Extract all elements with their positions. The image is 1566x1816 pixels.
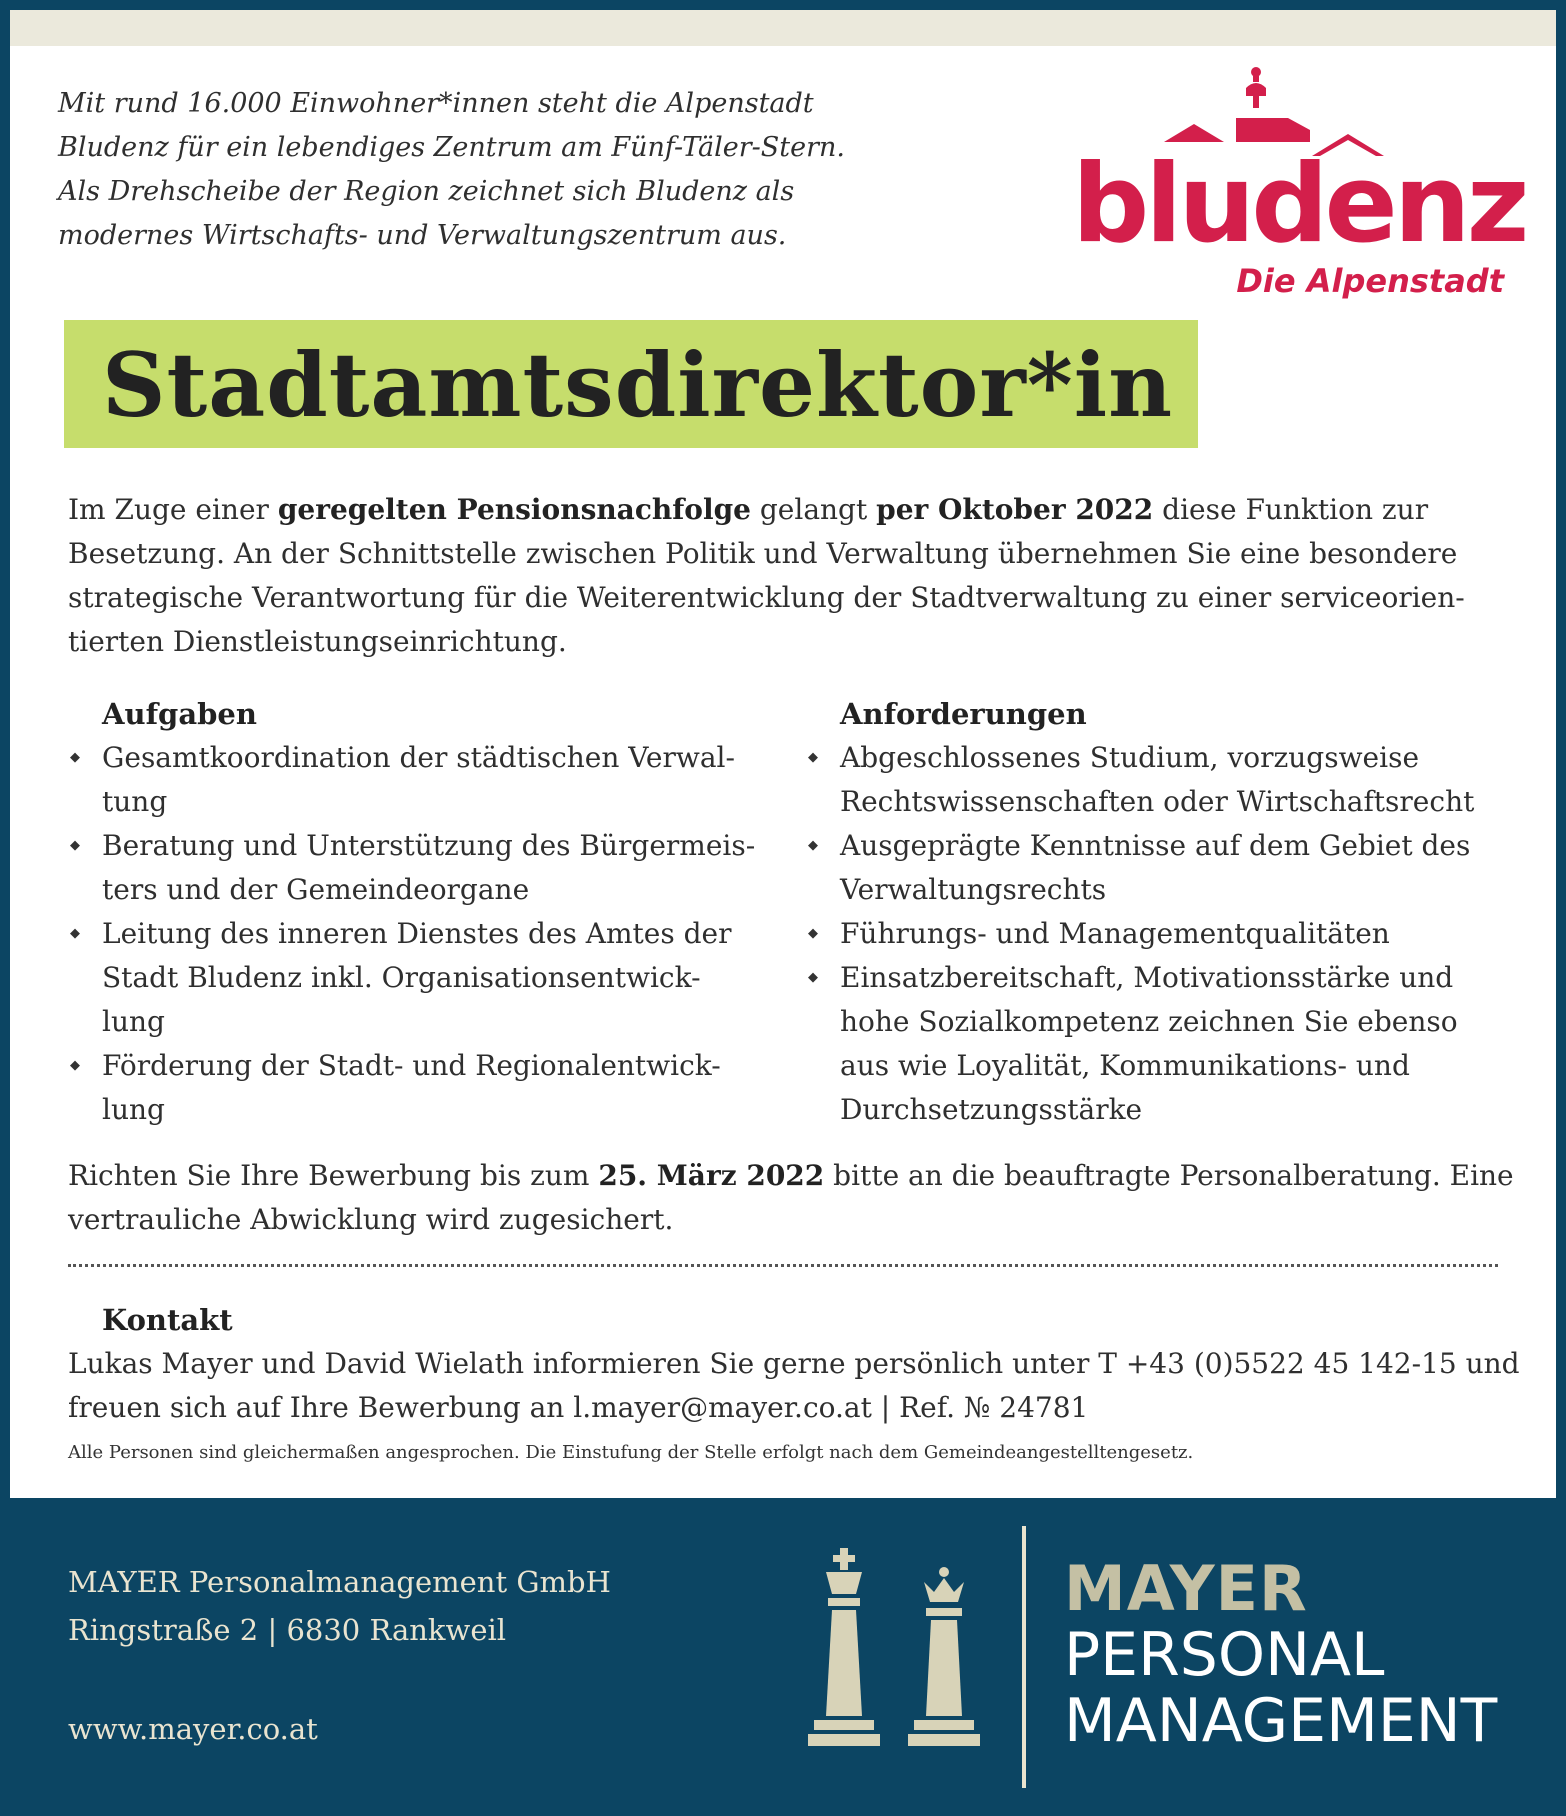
dotted-divider	[68, 1264, 1498, 1267]
company-address: Ringstraße 2 | 6830 Rankweil	[68, 1613, 507, 1647]
contact-line-2: freuen sich auf Ihre Bewerbung an l.mayer@mayer.co.at | Ref. № 24781	[68, 1391, 1089, 1424]
list-item	[806, 912, 1506, 956]
lead-line-4: tierten Dienstleistungseinrichtung.	[68, 625, 567, 658]
lead-line-1	[68, 488, 1508, 532]
list-item-line: ◆ Leitung des inneren Dienstes des Amtes der	[102, 917, 732, 950]
intro-line: Mit rund 16.000 Einwohner*innen steht die Alpenstadt	[58, 88, 814, 119]
apply-text: Richten Sie Ihre Bewerbung bis zum	[68, 1159, 599, 1192]
intro-line: modernes Wirtschafts- und Verwaltungszentrum aus.	[58, 220, 787, 251]
website-link[interactable]: www.mayer.co.at	[68, 1712, 318, 1746]
job-title: Stadtamtsdirektor*in	[102, 333, 1174, 437]
tasks-column	[68, 692, 768, 1132]
application-paragraph	[68, 1154, 1514, 1242]
list-item-line: ters und der Gemeindeorgane	[102, 873, 530, 906]
list-item-line: lung	[102, 1005, 165, 1038]
brand-line-3: MANAGEMENT	[1064, 1686, 1498, 1756]
contact-heading: Kontakt	[102, 1303, 233, 1337]
deadline-date: 25. März 2022	[598, 1159, 825, 1192]
list-item-line: Verwaltungsrechts	[840, 873, 1107, 906]
brand-line-1: MAYER	[1064, 1552, 1308, 1625]
apply-text: bitte an die beauftragte Personalberatung. Eine	[824, 1159, 1514, 1192]
top-stripe	[10, 10, 1556, 46]
list-item-line: Rechtswissenschaften oder Wirtschaftsrecht	[840, 785, 1475, 818]
list-item-line: lung	[102, 1093, 165, 1126]
apply-line-1	[68, 1154, 1514, 1198]
list-item-line: Durchsetzungsstärke	[840, 1093, 1143, 1126]
list-item-line: Stadt Bludenz inkl. Organisationsentwick-	[102, 961, 701, 994]
list-item	[68, 1044, 768, 1132]
lead-line-2: Besetzung. An der Schnittstelle zwischen Politik und Verwaltung übernehmen Sie eine besondere	[68, 537, 1458, 570]
list-item-line: ◆ Abgeschlossenes Studium, vorzugsweise	[840, 741, 1420, 774]
lead-line-3: strategische Verantwortung für die Weiterentwicklung der Stadtverwaltung zu einer serviceorien-	[68, 581, 1465, 614]
list-item-line: aus wie Loyalität, Kommunikations- und	[840, 1049, 1410, 1082]
contact-line-1: Lukas Mayer und David Wielath informieren Sie gerne persönlich unter T +43 (0)5522 45 142-15 und	[68, 1347, 1520, 1380]
list-item	[68, 736, 768, 824]
requirements-heading: Anforderungen	[840, 697, 1087, 731]
apply-line-2: vertrauliche Abwicklung wird zugesichert.	[68, 1203, 674, 1236]
list-item-line: ◆ Gesamtkoordination der städtischen Verwal-	[102, 741, 735, 774]
list-item	[68, 824, 768, 912]
frame-top	[0, 0, 1566, 8]
lead-paragraph	[68, 488, 1508, 664]
mayer-brand	[1064, 1552, 1498, 1756]
list-item-line: ◆ Einsatzbereitschaft, Motivationsstärke und	[840, 961, 1454, 994]
lead-emphasis: geregelten Pensionsnachfolge	[277, 493, 751, 526]
logo-subtitle: Die Alpenstadt	[1236, 262, 1504, 300]
tasks-list	[68, 736, 768, 1132]
bludenz-logo	[1072, 66, 1532, 316]
logo-wordmark: bludenz	[1072, 142, 1526, 267]
intro-line: Bludenz für ein lebendiges Zentrum am Fünf-Täler-Stern.	[58, 132, 845, 163]
list-item	[68, 912, 768, 1044]
brand-line-2: PERSONAL	[1064, 1620, 1385, 1690]
footer-address	[68, 1558, 611, 1654]
list-item-line: tung	[102, 785, 168, 818]
list-item	[806, 736, 1506, 824]
intro-line: Als Drehscheibe der Region zeichnet sich Bludenz als	[58, 176, 795, 207]
lead-text: Im Zuge einer	[68, 493, 278, 526]
tasks-heading: Aufgaben	[102, 697, 257, 731]
intro-text	[58, 82, 845, 258]
requirements-list	[806, 736, 1506, 1132]
list-item-line: hohe Sozialkompetenz zeichnen Sie ebenso	[840, 1005, 1458, 1038]
list-item	[806, 824, 1506, 912]
list-item-line: ◆ Führungs- und Managementqualitäten	[840, 917, 1390, 950]
list-item	[806, 956, 1506, 1132]
disclaimer: Alle Personen sind gleichermaßen angesprochen. Die Einstufung der Stelle erfolgt nach dem Gemeindeangestelltengesetz.	[68, 1442, 1194, 1463]
lead-text: gelangt	[750, 493, 877, 526]
contact-paragraph	[68, 1342, 1518, 1430]
list-item-line: ◆ Beratung und Unterstützung des Bürgermeis-	[102, 829, 756, 862]
chess-pieces-icon	[800, 1548, 980, 1748]
list-item-line: ◆ Förderung der Stadt- und Regionalentwick-	[102, 1049, 721, 1082]
company-name: MAYER Personalmanagement GmbH	[68, 1565, 611, 1599]
footer-divider	[1022, 1526, 1026, 1788]
lead-text: diese Funktion zur	[1153, 493, 1429, 526]
lead-emphasis: per Oktober 2022	[876, 493, 1154, 526]
requirements-column	[806, 692, 1506, 1132]
list-item-line: ◆ Ausgeprägte Kenntnisse auf dem Gebiet des	[840, 829, 1471, 862]
